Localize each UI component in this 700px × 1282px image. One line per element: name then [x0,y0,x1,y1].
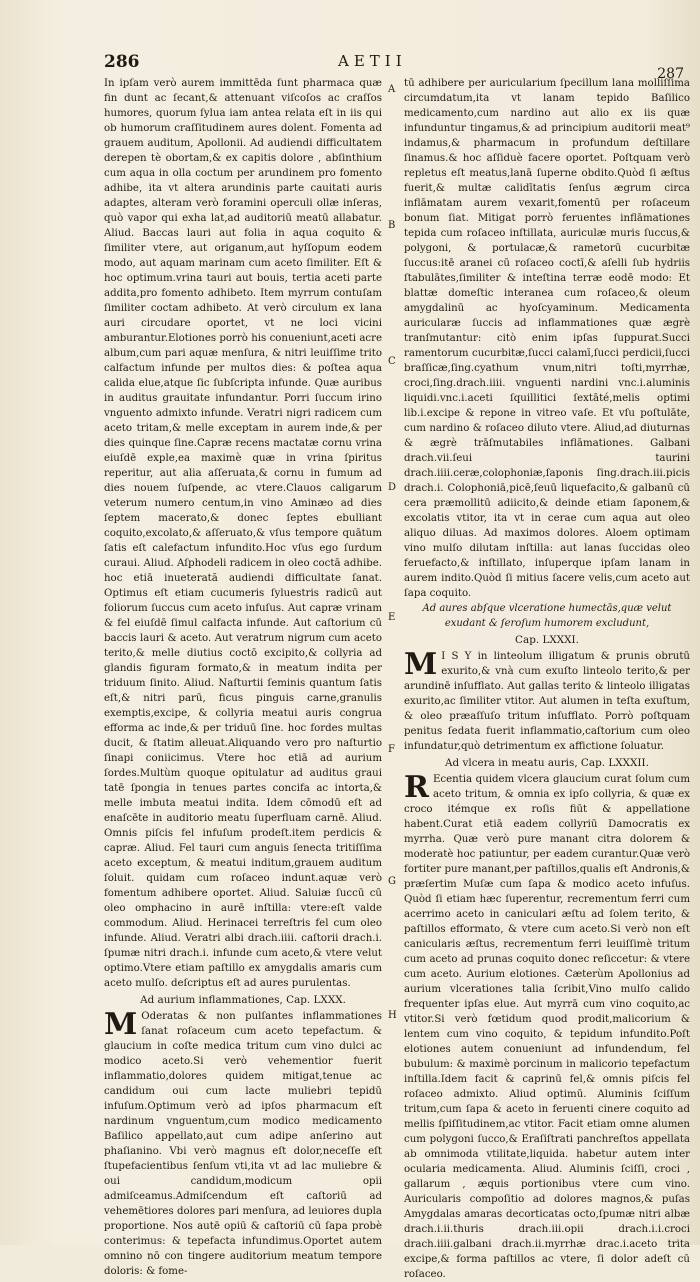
right-page-mark: 287 [657,66,684,82]
left-paragraph-2-wrap [104,1009,382,1279]
chapter-82-heading: Ad vlcera in meatu auris, Cap. LXXXII. [445,757,649,769]
right-paragraph-3-wrap [404,772,690,1282]
margin-letter-a: A [388,84,396,95]
left-column [104,76,382,1279]
right-paragraph-2: I S Y in linteolum illigatum & prunis obrutū exurito,& vnà cum exuſto linteolo terito,& per arundinē inſufflato. Aut gallas terito & linteolo illigatas exurito,ac ſimiliter vtitor. Aut alumen in teſta exuſtum, & oleo præaſſuſo tritum inſufflato. Porrò poſtquam penitus ſedata fuerit inflammatio,caſtorium cum oleo infundatur,quò detrimentum ex affictione ſoluatur. [404,651,690,752]
right-paragraph-1: tū adhibere per auricularium ſpecillum lana molliſſima circumdatum,ita vt lanam tepido Baſilico medicamento,cum nardino aut alio ex iis quæ infunduntur tingamus,& ad principium auditorii meat⁹ indamus,& pharmacum in profundum deſtillare ſinamus.& hoc aſſiduè facere oportet. Poſtquam verò repletus eſt meatus,lanā ſuperne obdito.Quòd ſi æſtus fuerit,& multæ calidītatis ſenſus ægrum circa inflāmatam aurem vexarit,fomentū per roſaceum bonum ſiat. Mitigat porrò feruentes inflāmationes tepida cum roſaceo inſtillata, auriculæ muris ſuccus,& polygoni, & portulacæ,& rametorū cucurbitæ ſuccus:itē aranei cū roſaceo coctī,& aſelli ſub hydriis ſtabulātes,ſimiliter & inteſtina terræ eodē modo: Et blattæ domeſtic interanea cum roſaceo,& oleum amygdalinū ac hyoſcyaminum. Medicamenta auricularæ ſuccis ad inflammationes quæ ægrè tranſmutantur: citò enim ipſas ſuppurat.Succi ramentorum cucurbitæ,ſucci calamī,ſucci perdicii,ſucci braſſicæ,ſing.cyathum vnum,nitri toſti,myrrhæ, croci,ſing.drach.iiii. vnguenti nardini vnc.i.aluminis liquidi.vnc.i.aceti ſquillitici ſextāté,melis optimi lib.i.excipe & repone in vitreo vaſe. Et vſu poſtulāte, cum nardino & roſaceo diluto vtere. Aliud,ad diuturnas & ægrè trāſmutabiles inflāmationes. Galbani drach.vii.ſeui taurini drach.iiii.ceræ,colophoniæ,ſaponis ſing.drach.iii.picis drach.i. Colophoniā,picē,ſeuū liquefacito,& galbanū cū cera præmollitū adiicito,& deinde etiam ſaponem,& excolatis vtitor, ita vt in cerae cum aqua aut oleo aliquo diluas. Ad maximos dolores. Aloem optimam vino mulſo dilutam inſtilla: aut lanas ſuccidas oleo feruefacto,& inſtillato, inſuperque ipſam lanam in aurem indito.Quòd ſi mitius ſacere velis,cum aceto aut ſapa coquito. [404,78,690,599]
left-paragraph-1: In ipſam verò aurem immittēda ſunt pharmaca quæ fin dunt ac ſecant,& attenuant viſcoſos ac craſſos humores, quorum ſylua iam antea relata eſt in iis qui ob humorum craſſitudinem aures dolent. Fomenta ad grauem auditum, Apollonii. Ad audiendi difficultatem derepen tè obortam,& ex capitis dolore , abſinthium cum aqua in olla coctum per arundinem pro fomento adhibe, ita vt altera arundinis parte cauitati auris adaptes, alteram verò foramini operculi ollæ inſeras, quò vapor qui exha lat,ad auditoriū meatū allabatur. Aliud. Baccas lauri aut folia in aqua coquito & ſimiliter vtere, aut origanum,aut hyſſopum eodem modo, aut aquam marinam cum aceto ſimiliter. Eſt & hoc optimum.vrina tauri aut bouis, tertia aceti parte addita,pro fomento adhibeto. Item myrrum contuſam ſimiliter coctam adhibeto. At verò circulum ex lana auri circudare oportet, vt ne loci vicini amburantur.Elotiones porrò his conueniunt,aceti acre album,cum pari aquæ menſura, & nitri leuiſſime trito calfactum infunde per multos dies: & poſtea aqua calida elue,atque ſic ſubſcripta infunde. Quæ auribus in auditus grauitate infundantur. Porri ſuccum irino vnguento admixto infunde. Veratri nigri radicem cum aceto tritam,& melle exceptam in aurem inde,& per dies quinque ſine.Capræ recens mactatæ cornu vrina eiuſdē exple,ea maximè quæ in vrina ſpiritus reperitur, aut alia aſſeruata,& cornu in fumum ad dies nouem ſuſpende, ac vtere.Clauos caligarum veterum numero centum,in vino Aminæo ad dies ſeptem macerato,& donec ſeptes ebulliant coquito,excolato,& aſſeruato,& vſus tempore quātum ſatis eſt calefactum infundito.Hoc vſus ego ſurdum curaui. Aliud. Aſphodeli radicem in oleo coctā adhibe. hoc etiā inueterată audiendi difficultate ſanat. Optimus eſt etiam cucumeris ſyluestris radicū aut foliorum ſuccus cum aceto infuſus. Aut capræ vrinam & fel eiuſdē ſimul calfacta infunde. Aut caſtorium cū baccis lauri & aceto. Aut veratrum nigrum cum aceto terito,& melle diutius coctō excipito,& collyria ad glandis figuram formato,& in meatum indita per triduum ſinito. Aliud. Naſturtii ſeminis quantum ſatis eſt,& nitri parū, ficus pinguis carne,granulis exemptis,excipe, & collyria meatui auris congrua efforma ac inde,& per triduū ſine. hoc fordes multas ducit, & ſtatim alleuat.Aliquando vero pro naſturtio ſinapi coniicimus. Vtere hoc etiā ad aurium ſordes.Multùm quoque opitulatur ad auditus graui tatē ſpongia in tenues partes concifa ac intorta,& melle imbuta meatui indita. Idem cōmodū eſt ad enaſcēte in auditorio meatu ſuperfluam carnē. Aliud. Omnis piſcis fel infuſum prodeſt.item perdicis & capræ. Aliud. Fel tauri cum anguis ſenecta tritiſſima aceto exceptum, & meatui inditum,grauem auditum ſoluit. quidam cum roſaceo indunt.aquæ verò fomentum adhibere oportet. Aliud. Saluiæ ſuccū cū oleo omphacino in aurē inſtilla: vtere:eſt valde commodum. Aliud. Herinacei terreſtris fel cum oleo infunde. Aliud. Veratri albi drach.iiii. caſtorii drach.i. ſpumæ nitri drach.i. infunde cum aceto,& vtere velut optimo.Vtere etiam paſtillo ex amygdalis amaris cum aceto mulſo. deſcriptus eſt ad aures purulentas. [104,78,382,989]
chapter-80-heading: Ad aurium inflammationes, Cap. LXXX. [140,994,346,1006]
margin-letter-d: D [388,482,397,493]
margin-letter-f: F [388,744,395,755]
dropcap-r-82: R [404,770,429,805]
margin-letter-c: C [388,356,396,367]
dropcap-m-81: M [404,647,438,682]
running-title: AETII [338,52,407,70]
page-number: 286 [104,52,140,72]
chapter-81-number: Cap. LXXXI. [515,634,579,646]
margin-letter-b: B [388,220,396,231]
dropcap-m: M [104,1007,138,1042]
chapter-81-heading-line1: Ad aures abſque vlceratione humectās,quæ velut [422,603,672,614]
right-paragraph-2-wrap [404,649,690,754]
margin-letter-e: E [388,612,396,623]
margin-letter-h: H [388,1010,397,1021]
margin-letter-g: G [388,876,396,887]
chapter-81-heading-line2: exudant & ſeroſum humorem excludunt, [444,618,650,629]
right-column [404,76,690,1282]
margin-letters [388,76,400,1166]
right-paragraph-3: Ecentia quidem vlcera glaucium curat ſolum cum aceto tritum, & omnia ex ipſo collyria, & quæ ex croco itémque ex roſis fiūt & appellatione habent.Curat etiā eadem collyriū Damocratis ex myrrha. Quæ verò pure manant citra dolorem & moderatè hoc patiuntur, per eadem curantur.Quæ verò fortiter pure manant,per paſtillos,qualis eſt Andronis,& præſertim Muſæ cum ſapa & modico aceto infuſus. Quòd ſi etiam hæc ſuperentur, recrementum ferri cum acerrimo aceto in caniculari æſtu ad ſolem terito, & paſtillos efformato, & vtere cum aceto.Si verò non eſt canicularis æſtus, recrementum ferri leuiſſimè tritum cum aceto ad prunas coquito donec reſiccetur: & vtere cum aceto. Aurium elotiones. Cæterùm Apollonius ad aurium vlcerationes talia ſcribit,Vino mulſo calido frequenter ipſas elue. Aut myrrā cum vino coquito,ac vtitor.Si verò fœtidum quod prodit,malicorium & lentem cum vino coquito, & tepidum infundito.Poſt elotiones autem conueniunt ad infundendum, fel bubulum: & maximè porcinum in malicorio tepefactum inſtilla.Idem facit & caprinū fel,& omnis piſcis fel roſaceo admixto. Aliud optimū. Aluminis ſciſſum tritum,cum ſapa & aceto in feruenti cinere coquito ad mellis ſpiſſitudinem,ac vtitor. Facit etiam omne alumen cum polygoni ſucco,& Eraſiſtrati panchreſtos appellata ab omnimoda vtilitate,liquida. habetur autem inter ocularia medicamenta. Aliud. Aluminis ſciſſi, croci , gallarum , æquis portionibus vtere cum vino. Auricularis compoſitio ad dolores magnos,& puſas Amygdalas amaras decorticatas octo,ſpumæ nitri albæ drach.i.ii.thuris drach.iii.opii drach.i.i.croci drach.iiii.galbani drach.ii.myrrhæ drac.i.aceto trita excipe,& forma paſtillos ac vtere, ſi dolor adeſt cū roſaceo. [404,774,690,1280]
left-paragraph-2: Oderatas & non pulſantes inflammationes ſanat roſaceum cum aceto tepefactum. & glaucium in coſte medica tritum cum vino dulci ac modico aceto.Si verò vehementior fuerit inflammatio,dolores quidem mitigat,tenue ac candidum oui cum lacte muliebri tepidū infuſum.Optimum verò ad ipſos pharmacum eſt nardinum vnguentum,cum modico medicamento Baſilico appellato,aut cum adipe anſerino aut phaſianino. Vbi verò magnus eſt dolor,neceſſe eſt ſtupefacientibus ſenſum vti,ita vt ad lac muliebre & oui candidum,modicum opii admiſceamus.Admiſcendum eſt caſtoriū ad vehemētiores dolores pari menſura, ad leuiores dupla proportione. Nos autē opiū & caſtoriū cū ſapa probè conterimus: & tepefacta infundimus.Oportet autem omnino nō con tingere auditorium meatum tempore doloris: & fome- [104,1011,382,1277]
running-header [0,52,700,82]
